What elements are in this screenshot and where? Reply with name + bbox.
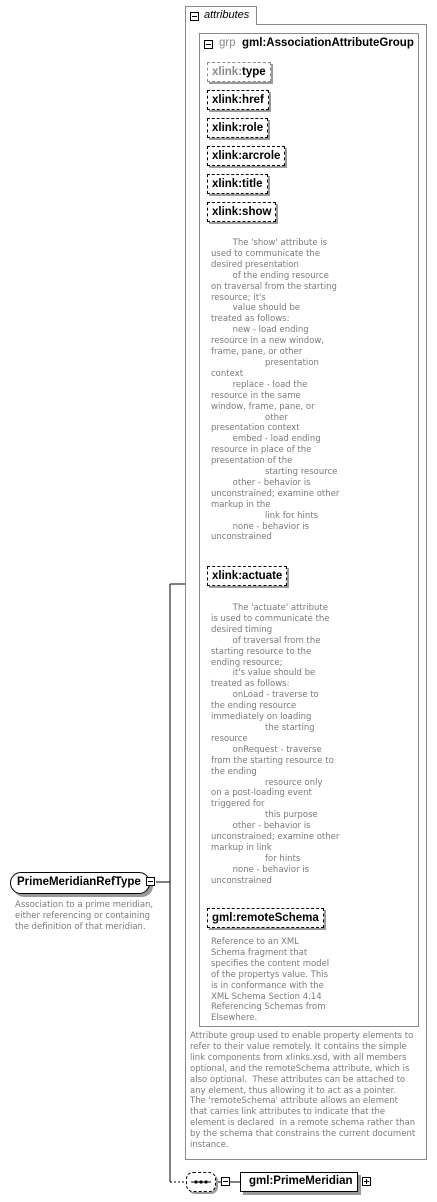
element-node-name: gml:PrimeMeridian bbox=[249, 1175, 353, 1187]
collapse-icon[interactable] bbox=[146, 877, 155, 886]
remote-schema-documentation: Reference to an XML Schema fragment that specifies the content model of the propertys value. This is in conformance with the XML Schema Section 4.14 Referencing Schemas from Elsewhere. bbox=[211, 937, 330, 1024]
show-documentation: The 'show' attribute is used to communicate the desired presentation of the ending resource on traversal from the starting resource; it's value should be treated as follows: new - load ending resource in a new window, frame, pane, or other presentation context replace - load the resource in the same window, frame, pane, or other presentation context embed - load ending resource in place of the presentation of the starting resource other - behavior is unconstrained; examine other markup in the link for hints none - behavior is unconstrained bbox=[211, 238, 340, 543]
attribute-xlink-type[interactable] bbox=[207, 62, 271, 82]
attribute-xlink-role[interactable] bbox=[207, 118, 268, 138]
attribute-prefix: xlink: bbox=[212, 178, 243, 190]
attribute-xlink-title[interactable] bbox=[207, 174, 268, 194]
attributes-label: attributes bbox=[204, 9, 250, 21]
element-node[interactable] bbox=[240, 1172, 358, 1192]
attribute-prefix: gml: bbox=[212, 912, 237, 924]
collapse-icon[interactable] bbox=[204, 40, 213, 49]
type-node-name: PrimeMeridianRefType bbox=[17, 876, 141, 888]
attribute-prefix: xlink: bbox=[212, 206, 243, 218]
group-prefix: grp bbox=[219, 37, 236, 49]
attribute-prefix: xlink: bbox=[212, 66, 243, 78]
attribute-prefix: xlink: bbox=[212, 150, 243, 162]
attribute-local-name: show bbox=[242, 206, 272, 218]
attribute-gml-remoteschema[interactable] bbox=[207, 908, 324, 928]
attribute-local-name: type bbox=[242, 66, 266, 78]
attribute-local-name: actuate bbox=[242, 570, 283, 582]
collapse-icon[interactable] bbox=[190, 12, 199, 21]
attribute-xlink-href[interactable] bbox=[207, 90, 269, 110]
attributes-group-tab bbox=[185, 6, 257, 25]
type-node-documentation: Association to a prime meridian, either referencing or containing the definition of that meridian. bbox=[15, 900, 154, 932]
sequence-compositor bbox=[186, 1172, 216, 1192]
attribute-local-name: role bbox=[242, 122, 264, 134]
attribute-local-name: title bbox=[242, 178, 263, 190]
attribute-xlink-show[interactable] bbox=[207, 202, 276, 222]
attribute-prefix: xlink: bbox=[212, 94, 243, 106]
actuate-documentation: The 'actuate' attribute is used to communicate the desired timing of traversal from the starting resource to the ending resource; it's value should be treated as follows: onLoad - traverse to the ending resource immediately on loading the starting resource onRequest - traverse from the starting resource to the ending resource only on a post-loading event triggered for this purpose other - behavior is unconstrained; examine other markup in link for hints none - behavior is unconstrained bbox=[211, 603, 340, 886]
collapse-icon[interactable] bbox=[221, 1177, 230, 1186]
attribute-prefix: xlink: bbox=[212, 570, 243, 582]
group-documentation: Attribute group used to enable property elements to refer to their value remotely. It contains the simple link components from xlinks.xsd, with all members optional, and the remoteSchema attribute, which is also optional. These attributes can be attached to any element, thus allowing it to act as a pointer. The 'remoteSchema' attribute allows an element that carries link attributes to indicate that the element is declared in a remote schema rather than by the schema that constrains the current document instance. bbox=[190, 1031, 416, 1151]
sequence-icon bbox=[187, 1173, 215, 1191]
attribute-local-name: arcrole bbox=[242, 150, 281, 162]
attribute-xlink-actuate[interactable] bbox=[207, 566, 287, 586]
attribute-local-name: remoteSchema bbox=[236, 912, 319, 924]
expand-icon[interactable] bbox=[362, 1177, 371, 1186]
type-node[interactable] bbox=[10, 872, 150, 894]
attribute-local-name: href bbox=[242, 94, 264, 106]
group-name[interactable]: gml:AssociationAttributeGroup bbox=[242, 37, 414, 49]
attribute-xlink-arcrole[interactable] bbox=[207, 146, 285, 166]
attribute-prefix: xlink: bbox=[212, 122, 243, 134]
